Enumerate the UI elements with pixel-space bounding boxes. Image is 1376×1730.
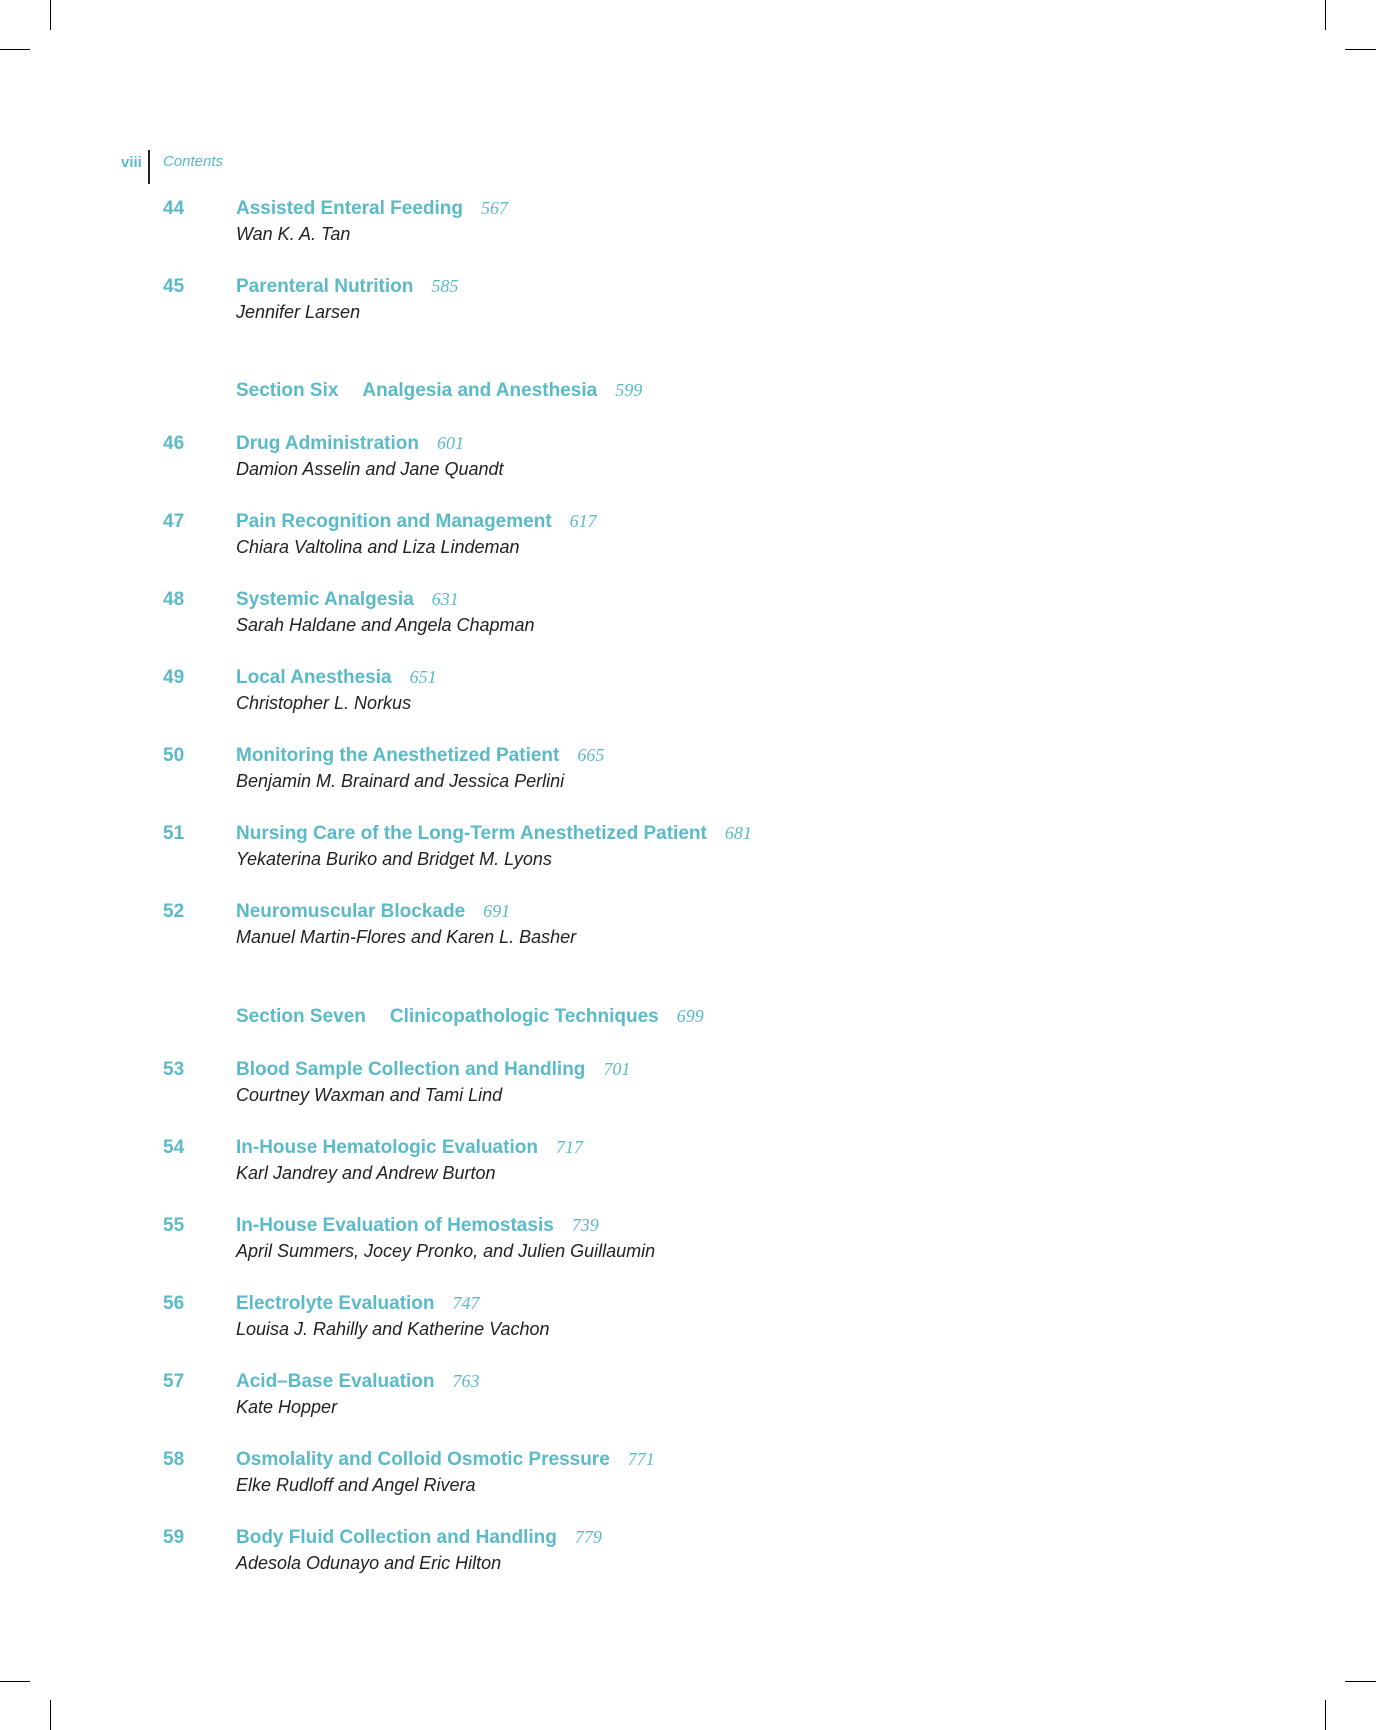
chapter-page: 617 [569, 511, 597, 531]
chapter-number: 47 [163, 511, 185, 532]
chapter-number: 53 [163, 1059, 185, 1080]
chapter-number: 59 [163, 1527, 185, 1548]
chapter-page: 601 [436, 433, 464, 453]
chapter-page: 651 [409, 667, 437, 687]
crop-mark [0, 1681, 30, 1682]
chapter-number: 49 [163, 667, 185, 688]
crop-mark [1325, 1700, 1326, 1730]
crop-mark [1325, 0, 1326, 30]
section-page: 599 [615, 380, 643, 400]
chapter-title[interactable]: Monitoring the Anesthetized Patient [236, 745, 560, 766]
chapter-title[interactable]: Body Fluid Collection and Handling [236, 1527, 557, 1548]
chapter-page: 585 [431, 276, 459, 296]
chapter-number: 46 [163, 433, 185, 454]
chapter-number: 51 [163, 823, 185, 844]
chapter-title[interactable]: Nursing Care of the Long-Term Anesthetized Patient [236, 823, 707, 844]
chapter-title[interactable]: Assisted Enteral Feeding [236, 198, 464, 219]
chapter-authors: Manuel Martin-Flores and Karen L. Basher [236, 927, 577, 947]
chapter-authors: Courtney Waxman and Tami Lind [236, 1085, 503, 1105]
section-label: Section Seven [236, 1006, 366, 1027]
chapter-page: 681 [724, 823, 752, 843]
chapter-page: 739 [571, 1215, 599, 1235]
chapter-number: 58 [163, 1449, 185, 1470]
chapter-page: 665 [577, 745, 605, 765]
chapter-title[interactable]: In-House Evaluation of Hemostasis [236, 1215, 554, 1236]
chapter-authors: Karl Jandrey and Andrew Burton [236, 1163, 496, 1183]
chapter-authors: Adesola Odunayo and Eric Hilton [236, 1553, 502, 1573]
section-page: 699 [676, 1006, 704, 1026]
chapter-title[interactable]: Acid–Base Evaluation [236, 1371, 435, 1392]
chapter-number: 56 [163, 1293, 185, 1314]
chapter-page: 717 [555, 1137, 583, 1157]
chapter-title[interactable]: Drug Administration [236, 433, 419, 454]
section-heading [236, 1006, 704, 1028]
chapter-authors: Jennifer Larsen [236, 302, 361, 322]
chapter-number: 44 [163, 198, 185, 219]
chapter-authors: Louisa J. Rahilly and Katherine Vachon [236, 1319, 550, 1339]
chapter-authors: Chiara Valtolina and Liza Lindeman [236, 537, 520, 557]
chapter-title[interactable]: Parenteral Nutrition [236, 276, 414, 297]
chapter-page: 631 [431, 589, 459, 609]
chapter-authors: Kate Hopper [236, 1397, 338, 1417]
page-number: viii [121, 154, 142, 171]
chapter-authors: Yekaterina Buriko and Bridget M. Lyons [236, 849, 552, 869]
chapter-authors: Wan K. A. Tan [236, 224, 351, 244]
chapter-title[interactable]: Electrolyte Evaluation [236, 1293, 435, 1314]
chapter-authors: Benjamin M. Brainard and Jessica Perlini [236, 771, 565, 791]
chapter-title[interactable]: Neuromuscular Blockade [236, 901, 466, 922]
chapter-title[interactable]: In-House Hematologic Evaluation [236, 1137, 538, 1158]
chapter-number: 55 [163, 1215, 185, 1236]
section-title[interactable]: Analgesia and Anesthesia [362, 380, 598, 401]
chapter-page: 701 [603, 1059, 631, 1079]
chapter-page: 779 [574, 1527, 602, 1547]
chapter-authors: Christopher L. Norkus [236, 693, 412, 713]
chapter-number: 57 [163, 1371, 185, 1392]
crop-mark [50, 0, 51, 30]
chapter-authors: April Summers, Jocey Pronko, and Julien Guillaumin [236, 1241, 656, 1261]
chapter-title[interactable]: Blood Sample Collection and Handling [236, 1059, 586, 1080]
chapter-page: 747 [452, 1293, 480, 1313]
chapter-page: 771 [627, 1449, 655, 1469]
chapter-authors: Damion Asselin and Jane Quandt [236, 459, 504, 479]
chapter-title[interactable]: Systemic Analgesia [236, 589, 414, 610]
crop-mark [0, 49, 30, 50]
header-divider [148, 150, 150, 184]
header-label: Contents [163, 153, 224, 170]
chapter-number: 50 [163, 745, 185, 766]
section-title[interactable]: Clinicopathologic Techniques [389, 1006, 659, 1027]
chapter-page: 763 [452, 1371, 480, 1391]
chapter-authors: Elke Rudloff and Angel Rivera [236, 1475, 476, 1495]
chapter-page: 567 [481, 198, 509, 218]
crop-mark [1345, 1681, 1376, 1682]
crop-mark [50, 1700, 51, 1730]
section-heading [236, 380, 642, 402]
chapter-number: 54 [163, 1137, 185, 1158]
chapter-page: 691 [483, 901, 511, 921]
chapter-number: 45 [163, 276, 185, 297]
chapter-number: 52 [163, 901, 185, 922]
chapter-number: 48 [163, 589, 185, 610]
crop-mark [1345, 49, 1376, 50]
chapter-title[interactable]: Pain Recognition and Management [236, 511, 552, 532]
chapter-authors: Sarah Haldane and Angela Chapman [236, 615, 535, 635]
section-label: Section Six [236, 380, 339, 401]
chapter-title[interactable]: Local Anesthesia [236, 667, 392, 688]
chapter-title[interactable]: Osmolality and Colloid Osmotic Pressure [236, 1449, 610, 1470]
